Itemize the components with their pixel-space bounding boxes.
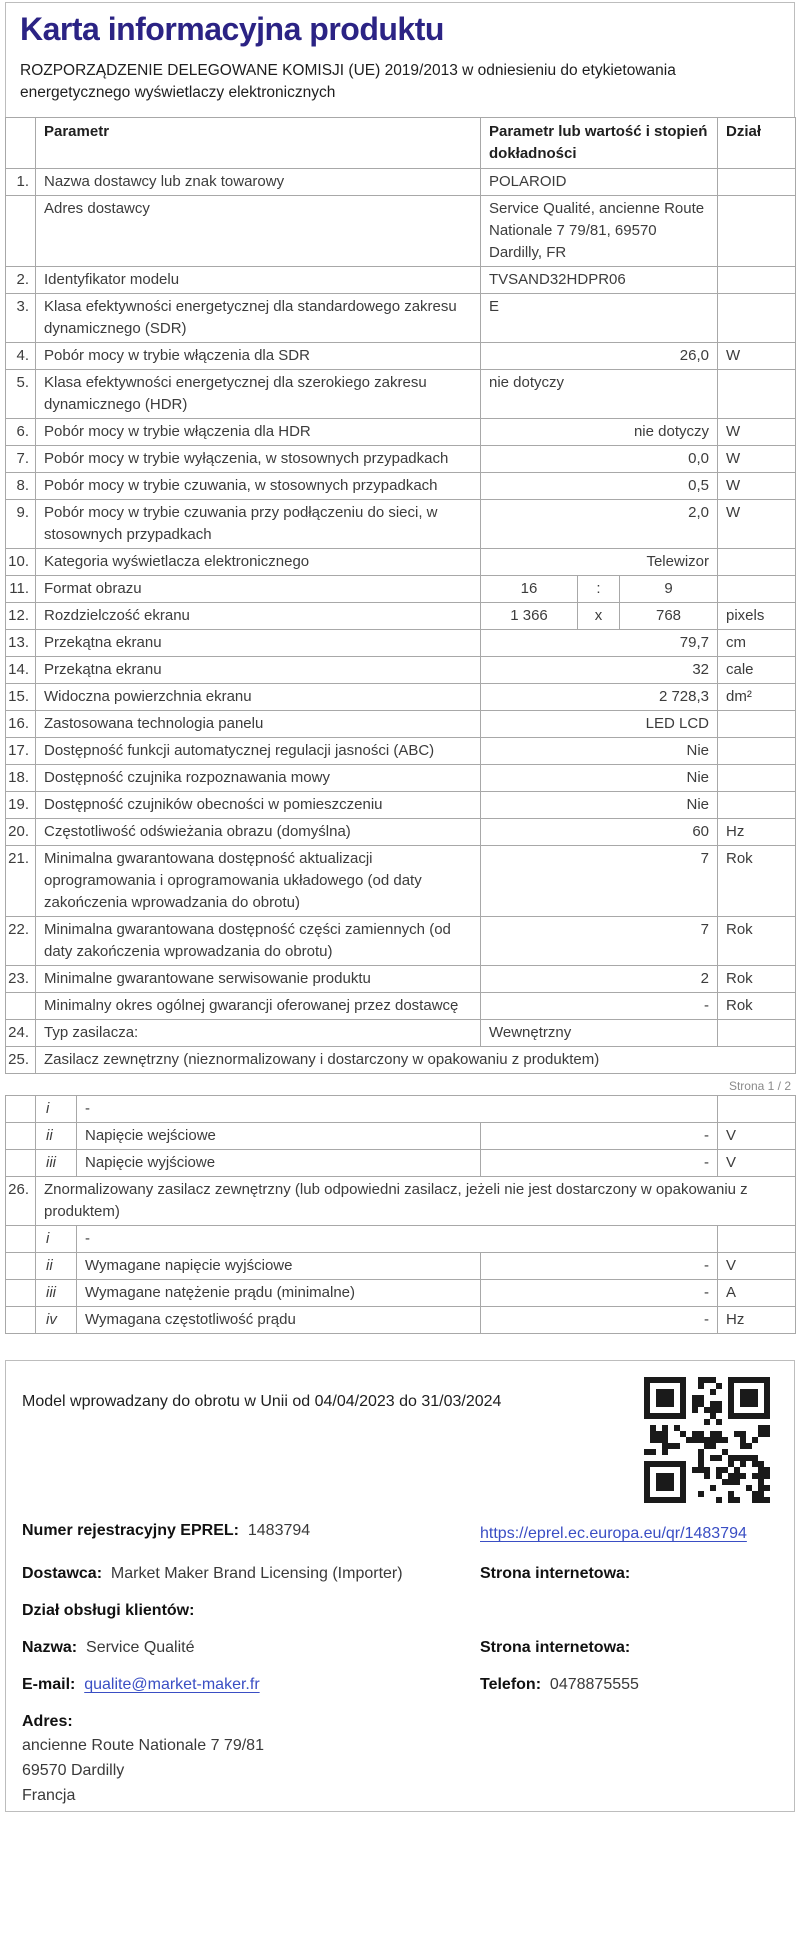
param-unit: pixels bbox=[718, 602, 796, 629]
param-fullspan: Znormalizowany zasilacz zewnętrzny (lub odpowiedni zasilacz, jeżeli nie jest dostarczony w opakowaniu z produktem) bbox=[36, 1176, 796, 1225]
row-number: 24. bbox=[6, 1019, 36, 1046]
param-unit: Rok bbox=[718, 992, 796, 1019]
param-value: E bbox=[481, 293, 718, 342]
header-parametr: Parametr bbox=[36, 117, 481, 168]
param-unit: Rok bbox=[718, 965, 796, 992]
split-value: 768 bbox=[655, 606, 682, 624]
table-row bbox=[6, 548, 796, 575]
param-label: Kategoria wyświetlacza elektronicznego bbox=[36, 548, 481, 575]
param-label: Dostępność funkcji automatycznej regulacji jasności (ABC) bbox=[36, 737, 481, 764]
table-row bbox=[6, 266, 796, 293]
row-number: 19. bbox=[6, 791, 36, 818]
param-unit: W bbox=[718, 445, 796, 472]
param-label: Widoczna powierzchnia ekranu bbox=[36, 683, 481, 710]
table-row bbox=[6, 656, 796, 683]
param-label: Napięcie wejściowe bbox=[77, 1122, 481, 1149]
param-value: Nie bbox=[481, 791, 718, 818]
row-number: 12. bbox=[6, 602, 36, 629]
customer-service-label: Dział obsługi klientów: bbox=[22, 1601, 195, 1619]
table-row bbox=[6, 293, 796, 342]
param-unit: Hz bbox=[718, 818, 796, 845]
row-number: 9. bbox=[6, 499, 36, 548]
header-value: Parametr lub wartość i stopień dokładności bbox=[481, 117, 718, 168]
param-value: - bbox=[481, 992, 718, 1019]
param-unit: dm² bbox=[718, 683, 796, 710]
param-value: - bbox=[481, 1149, 718, 1176]
table-row bbox=[6, 499, 796, 548]
param-value: 7 bbox=[481, 916, 718, 965]
table-row bbox=[6, 737, 796, 764]
row-number: 4. bbox=[6, 342, 36, 369]
param-label: Nazwa dostawcy lub znak towarowy bbox=[36, 168, 481, 195]
table-row bbox=[6, 791, 796, 818]
row-number: 26. bbox=[6, 1176, 36, 1225]
param-value: 7 bbox=[481, 845, 718, 916]
table-row bbox=[6, 575, 796, 602]
row-number: 16. bbox=[6, 710, 36, 737]
row-number: 23. bbox=[6, 965, 36, 992]
email-label: E-mail: bbox=[22, 1675, 76, 1693]
param-value: nie dotyczy bbox=[481, 369, 718, 418]
param-unit: V bbox=[718, 1122, 796, 1149]
sub-row-index: iv bbox=[36, 1306, 77, 1333]
table-row bbox=[6, 916, 796, 965]
row-number: 20. bbox=[6, 818, 36, 845]
sub-row-index: ii bbox=[36, 1252, 77, 1279]
supplier-label: Dostawca: bbox=[22, 1564, 103, 1582]
param-unit: V bbox=[718, 1252, 796, 1279]
table-row bbox=[6, 1225, 796, 1252]
param-label: Pobór mocy w trybie włączenia dla HDR bbox=[36, 418, 481, 445]
param-unit: Rok bbox=[718, 916, 796, 965]
table-row bbox=[6, 710, 796, 737]
split-separator: x bbox=[578, 603, 620, 629]
table-header-row bbox=[6, 117, 796, 168]
table-row bbox=[6, 629, 796, 656]
row-number: 10. bbox=[6, 548, 36, 575]
table-row bbox=[6, 1122, 796, 1149]
param-label: Klasa efektywności energetycznej dla szerokiego zakresu dynamicznego (HDR) bbox=[36, 369, 481, 418]
param-value: - bbox=[481, 1122, 718, 1149]
param-label: Klasa efektywności energetycznej dla standardowego zakresu dynamicznego (SDR) bbox=[36, 293, 481, 342]
param-value: 2 728,3 bbox=[481, 683, 718, 710]
param-value: Service Qualité, ancienne Route Nationale 7 79/81, 69570 Dardilly, FR bbox=[481, 195, 718, 266]
row-number: 14. bbox=[6, 656, 36, 683]
supplier-value: Market Maker Brand Licensing (Importer) bbox=[110, 1564, 403, 1582]
param-label: Pobór mocy w trybie czuwania, w stosownych przypadkach bbox=[36, 472, 481, 499]
param-label: Minimalne gwarantowane serwisowanie produktu bbox=[36, 965, 481, 992]
table-row bbox=[6, 1046, 796, 1073]
page-title: Karta informacyjna produktu bbox=[20, 11, 444, 47]
row-number: 15. bbox=[6, 683, 36, 710]
param-value: 2,0 bbox=[481, 499, 718, 548]
param-value: LED LCD bbox=[481, 710, 718, 737]
table-row bbox=[6, 472, 796, 499]
qr-code bbox=[644, 1377, 770, 1503]
table-row bbox=[6, 418, 796, 445]
param-unit: W bbox=[718, 472, 796, 499]
param-unit bbox=[718, 710, 796, 737]
table-row bbox=[6, 1306, 796, 1333]
website-label: Strona internetowa: bbox=[480, 1564, 631, 1582]
param-label: Zastosowana technologia panelu bbox=[36, 710, 481, 737]
row-number bbox=[6, 1279, 36, 1306]
param-unit bbox=[718, 293, 796, 342]
page-marker: Strona 1 / 2 bbox=[728, 1078, 791, 1093]
name-value: Service Qualité bbox=[86, 1638, 195, 1656]
param-label: Wymagane natężenie prądu (minimalne) bbox=[77, 1279, 481, 1306]
address-line: ancienne Route Nationale 7 79/81 bbox=[22, 1736, 264, 1754]
supplier-info-box bbox=[5, 1360, 795, 1812]
param-label: Częstotliwość odświeżania obrazu (domyślna) bbox=[36, 818, 481, 845]
row-number: 1. bbox=[6, 168, 36, 195]
table-row bbox=[6, 1279, 796, 1306]
split-value: 1 366 bbox=[481, 603, 578, 629]
table-row bbox=[6, 369, 796, 418]
website-label-2: Strona internetowa: bbox=[480, 1638, 631, 1656]
regulation-subtitle: ROZPORZĄDZENIE DELEGOWANE KOMISJI (UE) 2019/2013 w odniesieniu do etykietowania energetycznego wyświetlaczy elektronicznych bbox=[20, 62, 676, 102]
document-header bbox=[5, 2, 795, 118]
email-row bbox=[22, 1676, 774, 1694]
param-label: Minimalna gwarantowana dostępność części zamiennych (od daty zakończenia wprowadzania do obrotu) bbox=[36, 916, 481, 965]
row-number bbox=[6, 1095, 36, 1122]
param-unit: Rok bbox=[718, 845, 796, 916]
param-value: 0,0 bbox=[481, 445, 718, 472]
phone-value: 0478875555 bbox=[549, 1675, 639, 1693]
phone-label: Telefon: bbox=[480, 1675, 542, 1693]
param-unit bbox=[718, 737, 796, 764]
row-number: 21. bbox=[6, 845, 36, 916]
param-value: - bbox=[481, 1306, 718, 1333]
param-value: Nie bbox=[481, 737, 718, 764]
table-row bbox=[6, 992, 796, 1019]
split-value: 9 bbox=[664, 579, 673, 597]
param-unit: cale bbox=[718, 656, 796, 683]
param-value: 79,7 bbox=[481, 629, 718, 656]
eprel-label: Numer rejestracyjny EPREL: bbox=[22, 1521, 239, 1539]
split-value: 16 bbox=[481, 576, 578, 602]
param-label: Wymagana częstotliwość prądu bbox=[77, 1306, 481, 1333]
param-label: Przekątna ekranu bbox=[36, 656, 481, 683]
product-parameters-table bbox=[5, 117, 796, 1074]
param-label: Format obrazu bbox=[36, 575, 481, 602]
table-row bbox=[6, 445, 796, 472]
address-label: Adres: bbox=[22, 1712, 73, 1730]
param-value: 60 bbox=[481, 818, 718, 845]
param-label: Przekątna ekranu bbox=[36, 629, 481, 656]
param-fullspan: Zasilacz zewnętrzny (nieznormalizowany i dostarczony w opakowaniu z produktem) bbox=[36, 1046, 796, 1073]
table-row bbox=[6, 195, 796, 266]
param-value: nie dotyczy bbox=[481, 418, 718, 445]
table-row bbox=[6, 1095, 796, 1122]
external-psu-table bbox=[5, 1095, 796, 1334]
param-value-split bbox=[481, 575, 718, 602]
param-unit bbox=[718, 548, 796, 575]
param-label: - bbox=[77, 1095, 718, 1122]
row-number: 11. bbox=[6, 575, 36, 602]
param-unit bbox=[718, 1225, 796, 1252]
param-value: 0,5 bbox=[481, 472, 718, 499]
row-number bbox=[6, 195, 36, 266]
table-row bbox=[6, 1149, 796, 1176]
name-label: Nazwa: bbox=[22, 1638, 78, 1656]
param-label: Typ zasilacza: bbox=[36, 1019, 481, 1046]
row-number: 7. bbox=[6, 445, 36, 472]
param-value: - bbox=[481, 1279, 718, 1306]
row-number: 2. bbox=[6, 266, 36, 293]
email-link[interactable]: qualite@market-maker.fr bbox=[84, 1675, 260, 1693]
param-unit bbox=[718, 764, 796, 791]
table-row bbox=[6, 342, 796, 369]
header-dzial: Dział bbox=[718, 117, 796, 168]
market-period: Model wprowadzany do obrotu w Unii od 04/04/2023 do 31/03/2024 bbox=[22, 1392, 502, 1410]
row-number: 17. bbox=[6, 737, 36, 764]
param-value-split bbox=[481, 602, 718, 629]
param-unit bbox=[718, 575, 796, 602]
header-number-cell bbox=[6, 117, 36, 168]
address-line: 69570 Dardilly bbox=[22, 1761, 125, 1779]
param-value: 26,0 bbox=[481, 342, 718, 369]
param-label: Pobór mocy w trybie czuwania przy podłączeniu do sieci, w stosownych przypadkach bbox=[36, 499, 481, 548]
eprel-number: 1483794 bbox=[247, 1521, 311, 1539]
table-row bbox=[6, 1176, 796, 1225]
row-number bbox=[6, 1122, 36, 1149]
row-number: 6. bbox=[6, 418, 36, 445]
eprel-row bbox=[22, 1522, 774, 1546]
row-number: 8. bbox=[6, 472, 36, 499]
param-label: Dostępność czujników obecności w pomieszczeniu bbox=[36, 791, 481, 818]
param-unit bbox=[718, 195, 796, 266]
row-number bbox=[6, 1149, 36, 1176]
sub-row-index: iii bbox=[36, 1279, 77, 1306]
customer-service-row bbox=[22, 1602, 774, 1620]
param-label: Identyfikator modelu bbox=[36, 266, 481, 293]
param-unit bbox=[718, 791, 796, 818]
row-number bbox=[6, 1225, 36, 1252]
param-label: Minimalna gwarantowana dostępność aktualizacji oprogramowania i oprogramowania układowego (od daty zakończenia wprowadzania do obrotu) bbox=[36, 845, 481, 916]
address-row bbox=[22, 1713, 774, 1808]
param-unit bbox=[718, 1019, 796, 1046]
param-unit: W bbox=[718, 418, 796, 445]
param-value: Nie bbox=[481, 764, 718, 791]
table-row bbox=[6, 683, 796, 710]
param-value: POLAROID bbox=[481, 168, 718, 195]
row-number bbox=[6, 1252, 36, 1279]
table-row bbox=[6, 965, 796, 992]
param-unit: V bbox=[718, 1149, 796, 1176]
sub-row-index: iii bbox=[36, 1149, 77, 1176]
row-number bbox=[6, 992, 36, 1019]
name-row bbox=[22, 1639, 774, 1657]
param-unit bbox=[718, 1095, 796, 1122]
address-line: Francja bbox=[22, 1786, 76, 1804]
param-label: Napięcie wyjściowe bbox=[77, 1149, 481, 1176]
param-label: Minimalny okres ogólnej gwarancji oferowanej przez dostawcę bbox=[36, 992, 481, 1019]
table-row bbox=[6, 602, 796, 629]
param-value: - bbox=[481, 1252, 718, 1279]
param-label: Rozdzielczość ekranu bbox=[36, 602, 481, 629]
row-number bbox=[6, 1306, 36, 1333]
param-value: TVSAND32HDPR06 bbox=[481, 266, 718, 293]
row-number: 22. bbox=[6, 916, 36, 965]
param-unit bbox=[718, 369, 796, 418]
sub-row-index: ii bbox=[36, 1122, 77, 1149]
table-row bbox=[6, 845, 796, 916]
supplier-row bbox=[22, 1565, 774, 1583]
eprel-link[interactable]: https://eprel.ec.europa.eu/qr/1483794 bbox=[480, 1524, 747, 1542]
row-number: 3. bbox=[6, 293, 36, 342]
split-separator: : bbox=[578, 576, 620, 602]
table-row bbox=[6, 1252, 796, 1279]
param-unit: Hz bbox=[718, 1306, 796, 1333]
row-number: 18. bbox=[6, 764, 36, 791]
param-label: - bbox=[77, 1225, 718, 1252]
table-row bbox=[6, 168, 796, 195]
param-label: Adres dostawcy bbox=[36, 195, 481, 266]
sub-row-index: i bbox=[36, 1225, 77, 1252]
param-unit: W bbox=[718, 342, 796, 369]
param-unit: A bbox=[718, 1279, 796, 1306]
param-label: Pobór mocy w trybie włączenia dla SDR bbox=[36, 342, 481, 369]
row-number: 25. bbox=[6, 1046, 36, 1073]
param-unit: cm bbox=[718, 629, 796, 656]
param-label: Dostępność czujnika rozpoznawania mowy bbox=[36, 764, 481, 791]
param-value: 2 bbox=[481, 965, 718, 992]
param-label: Wymagane napięcie wyjściowe bbox=[77, 1252, 481, 1279]
sub-row-index: i bbox=[36, 1095, 77, 1122]
row-number: 13. bbox=[6, 629, 36, 656]
table-row bbox=[6, 1019, 796, 1046]
param-value: Wewnętrzny bbox=[481, 1019, 718, 1046]
param-unit bbox=[718, 168, 796, 195]
param-label: Pobór mocy w trybie wyłączenia, w stosownych przypadkach bbox=[36, 445, 481, 472]
row-number: 5. bbox=[6, 369, 36, 418]
market-period-row bbox=[22, 1377, 774, 1503]
param-unit: W bbox=[718, 499, 796, 548]
table-row bbox=[6, 764, 796, 791]
param-unit bbox=[718, 266, 796, 293]
param-value: 32 bbox=[481, 656, 718, 683]
table-row bbox=[6, 818, 796, 845]
param-value: Telewizor bbox=[481, 548, 718, 575]
